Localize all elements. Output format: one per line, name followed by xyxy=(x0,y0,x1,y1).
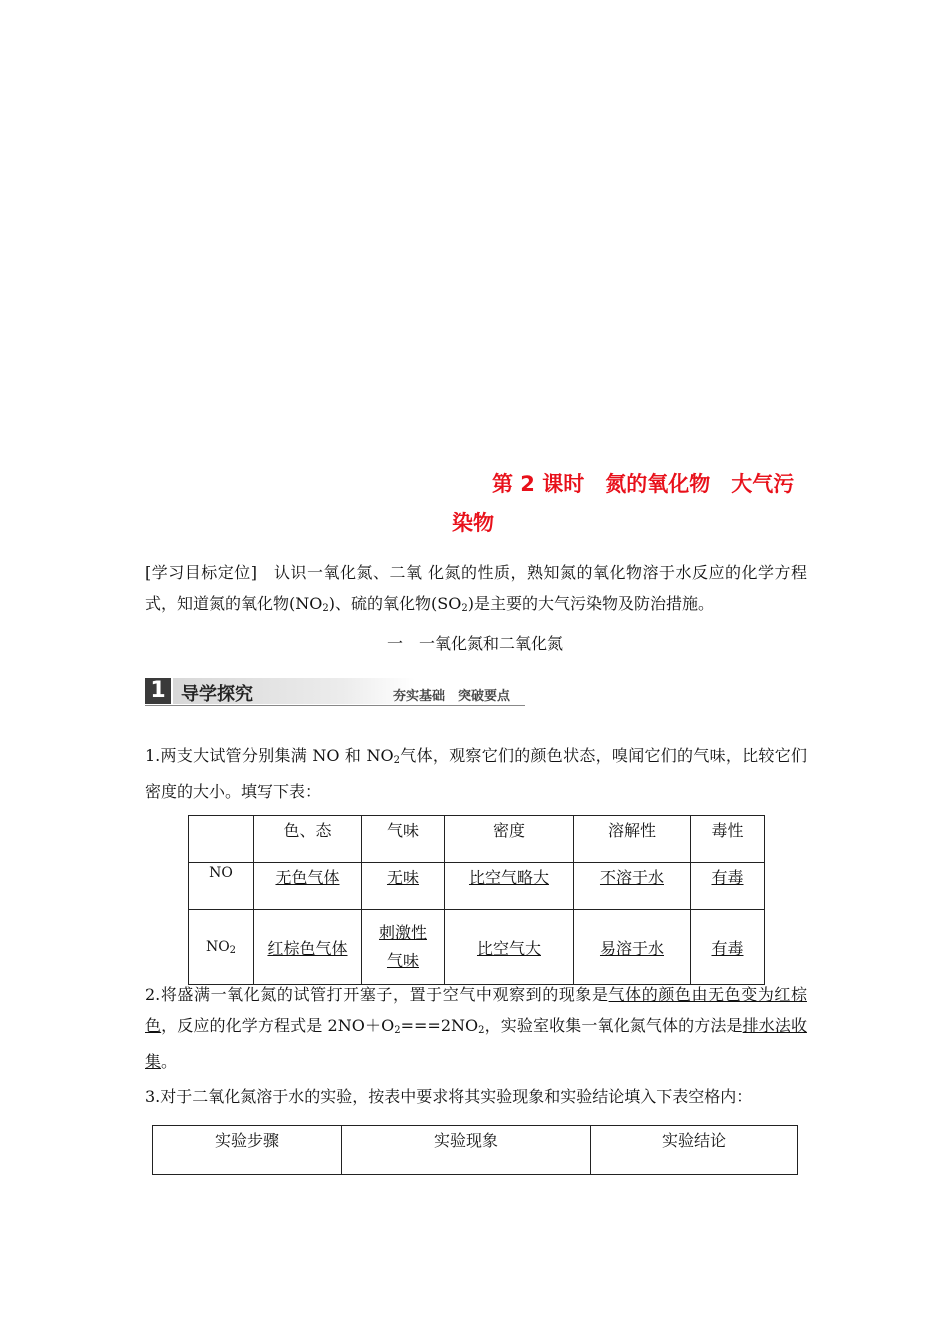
table-cell: 无味 xyxy=(362,863,445,910)
question-1: 1.两支大试管分别集满 NO 和 $NO_2$气体，观察它们的颜色状态，嗅闻它们的气味，比较它们密度的大小。填写下表： xyxy=(145,746,807,801)
table-cell: 比空气大 xyxy=(445,910,574,985)
table-cell: 红棕色气体 xyxy=(254,910,362,985)
experiment-table xyxy=(152,1125,798,1175)
answer-blank: 排水法收集 xyxy=(145,1016,807,1071)
banner-underline xyxy=(145,705,525,706)
table-cell xyxy=(189,816,254,863)
table-header: 气味 xyxy=(362,816,445,863)
question-3: 3.对于二氧化氮溶于水的实验，按表中要求将其实验现象和实验结论填入下表空格内： xyxy=(145,1087,753,1106)
row-label: NO xyxy=(189,863,254,910)
table-cell: 不溶于水 xyxy=(574,863,691,910)
banner-subtitle: 夯实基础 突破要点 xyxy=(393,689,511,704)
table-header: 密度 xyxy=(445,816,574,863)
section-banner xyxy=(145,676,525,706)
table-header: 色、态 xyxy=(254,816,362,863)
table-row xyxy=(189,910,765,985)
table-cell: 无色气体 xyxy=(254,863,362,910)
banner-number: 1 xyxy=(145,678,171,704)
nitrogen-oxides-table xyxy=(188,815,765,985)
question-2: 2.将盛满一氧化氮的试管打开塞子，置于空气中观察到的现象是气体的颜色由无色变为红棕色，反应的化学方程式是 $2NO+O_2===2NO_2$，实验室收集一氧化氮气体的方法是排水法收集。 xyxy=(145,985,807,1071)
learning-objective: [学习目标定位] 认识一氧化氮、二氧 化氮的性质，熟知氮的氧化物溶于水反应的化学方程式，知道氮的氧化物$(NO_2)$、硫的氧化物$(SO_2)$是主要的大气污染物及防治措施。 xyxy=(145,563,807,614)
row-label: $NO_2$ xyxy=(189,910,254,985)
answer-blank: 气体的颜色由无色变为红棕色 xyxy=(145,985,807,1035)
table-header: 实验现象 xyxy=(342,1126,591,1175)
table-header: 毒性 xyxy=(691,816,765,863)
objective-tag: [学习目标定位] xyxy=(145,563,257,582)
table-cell: 有毒 xyxy=(691,863,765,910)
table-row xyxy=(189,863,765,910)
lesson-title-continued: 染物 xyxy=(452,511,494,535)
table-header: 实验步骤 xyxy=(153,1126,342,1175)
section-heading: 一 一氧化氮和二氧化氮 xyxy=(386,634,563,653)
lesson-title: 第 2 课时 氮的氧化物 大气污 xyxy=(492,472,795,496)
table-cell: 易溶于水 xyxy=(574,910,691,985)
table-cell: 有毒 xyxy=(691,910,765,985)
table-cell: 刺激性 气味 xyxy=(362,910,445,985)
table-header-row xyxy=(153,1126,798,1175)
table-header-row xyxy=(189,816,765,863)
table-header: 溶解性 xyxy=(574,816,691,863)
banner-title: 导学探究 xyxy=(181,684,253,705)
table-header: 实验结论 xyxy=(591,1126,798,1175)
table-cell: 比空气略大 xyxy=(445,863,574,910)
